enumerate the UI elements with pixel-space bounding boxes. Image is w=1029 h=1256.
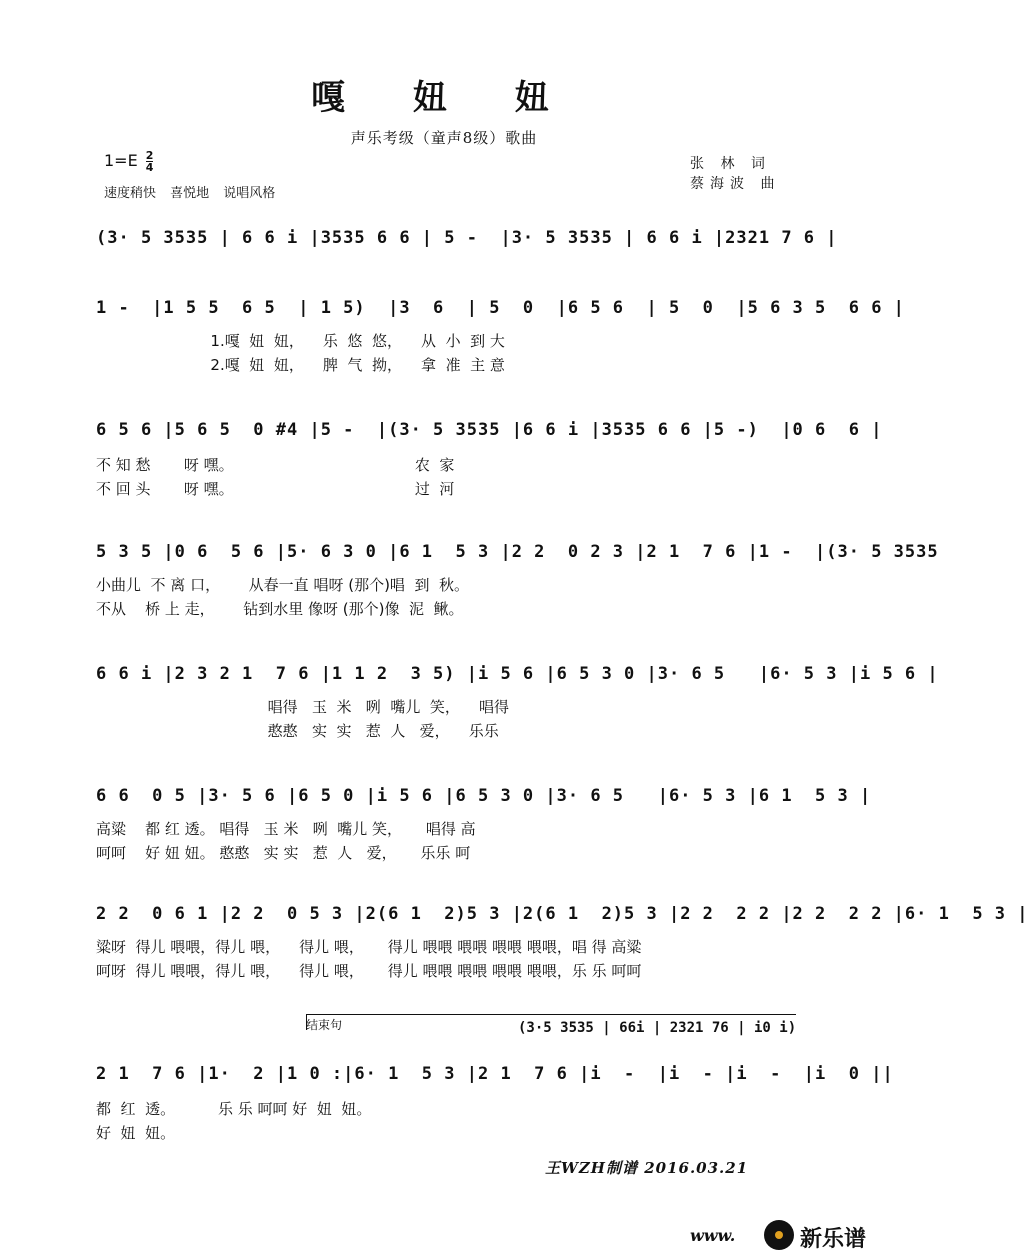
lyric-verse-2: 不 回 头 呀 嘿。 过 河 — [96, 480, 455, 498]
lyric-verse-1: 不 知 愁 呀 嘿。 农 家 — [96, 456, 455, 474]
lyric-verse-2: 2.嘎 妞 妞， 脾 气 拗， 拿 准 主 意 — [96, 356, 505, 374]
lyric-verse-1: 粱呀 得儿 喂喂，得儿 喂， 得儿 喂， 得儿 喂喂 喂喂 喂喂 喂喂，唱 得 高粱 — [96, 938, 642, 956]
song-subtitle: 声乐考级（童声8级）歌曲 — [350, 129, 538, 147]
notation-line: 1 - |1 5 5 6 5 | 1 5) |3 6 | 5 0 |6 5 6 | 5 0 |5 6 3 5 6 6 | — [96, 298, 905, 318]
ending-bracket — [306, 1014, 796, 1015]
ending-label: 结束句 — [306, 1018, 343, 1032]
lyric-verse-2: 憨憨 实 实 惹 人 爱， 乐乐 — [96, 722, 499, 740]
lyric-verse-2: 呵呵 好 妞 妞。 憨憨 实 实 惹 人 爱， 乐乐 呵 — [96, 844, 471, 862]
notation-line: 6 6 0 5 |3· 5 6 |6 5 0 |i 5 6 |6 5 3 0 |3· 6 5 |6· 5 3 |6 1 5 3 | — [96, 786, 872, 806]
key-signature — [104, 150, 153, 173]
time-top: 2 — [145, 149, 154, 162]
lyric-verse-1: 都 红 透。 乐 乐 呵呵 好 妞 妞。 — [96, 1100, 372, 1118]
record-disc-icon — [764, 1220, 794, 1250]
site-watermark — [690, 1218, 888, 1256]
ending-notation: (3·5 3535 | 66i | 2321 76 | i0 i) — [518, 1020, 797, 1036]
key-label: 1=E — [104, 151, 138, 170]
lyric-verse-1: 1.嘎 妞 妞， 乐 悠 悠， 从 小 到 大 — [96, 332, 505, 350]
notation-line: 2 2 0 6 1 |2 2 0 5 3 |2(6 1 2)5 3 |2(6 1 2)5 3 |2 2 2 2 |2 2 2 2 |6· 1 5 3 | — [96, 904, 1029, 924]
lyric-verse-2: 不从 桥 上 走， 钻到水里 像呀 (那个)像 泥 鳅。 — [96, 600, 464, 618]
lyric-verse-2: 呵呀 得儿 喂喂，得儿 喂， 得儿 喂， 得儿 喂喂 喂喂 喂喂 喂喂，乐 乐 呵呵 — [96, 962, 642, 980]
credits — [690, 154, 780, 194]
watermark-name: 新乐谱 — [800, 1227, 867, 1252]
lyric-verse-2: 好 妞 妞。 — [96, 1124, 176, 1142]
lyric-verse-1: 高粱 都 红 透。 唱得 玉 米 咧 嘴儿 笑， 唱得 高 — [96, 820, 476, 838]
tempo-marking: 速度稍快 喜悦地 说唱风格 — [104, 186, 276, 201]
notation-line: 6 6 i |2 3 2 1 7 6 |1 1 2 3 5) |i 5 6 |6 5 3 0 |3· 6 5 |6· 5 3 |i 5 6 | — [96, 664, 939, 684]
time-signature — [146, 150, 154, 173]
song-title: 嘎 妞 妞 — [311, 78, 577, 118]
lyric-verse-1: 小曲儿 不 离 口， 从春一直 唱呀 (那个)唱 到 秋。 — [96, 576, 469, 594]
time-bottom: 4 — [145, 161, 154, 174]
notation-line: 5 3 5 |0 6 5 6 |5· 6 3 0 |6 1 5 3 |2 2 0 2 3 |2 1 7 6 |1 - |(3· 5 3535 — [96, 542, 939, 562]
notation-line: (3· 5 3535 | 6 6 i |3535 6 6 | 5 - |3· 5 3535 | 6 6 i |2321 7 6 | — [96, 228, 838, 248]
notation-line: 6 5 6 |5 6 5 0 #4 |5 - |(3· 5 3535 |6 6 i |3535 6 6 |5 -) |0 6 6 | — [96, 420, 883, 440]
composer: 蔡海波 曲 — [690, 176, 781, 192]
watermark-url: www. — [690, 1226, 736, 1245]
lyricist: 张 林 词 — [690, 156, 771, 172]
lyric-verse-1: 唱得 玉 米 咧 嘴儿 笑， 唱得 — [96, 698, 509, 716]
notation-line: 2 1 7 6 |1· 2 |1 0 :|6· 1 5 3 |2 1 7 6 |i - |i - |i - |i 0 || — [96, 1064, 894, 1084]
transcriber-signature: 王WZH制谱 2016.03.21 — [545, 1159, 749, 1177]
